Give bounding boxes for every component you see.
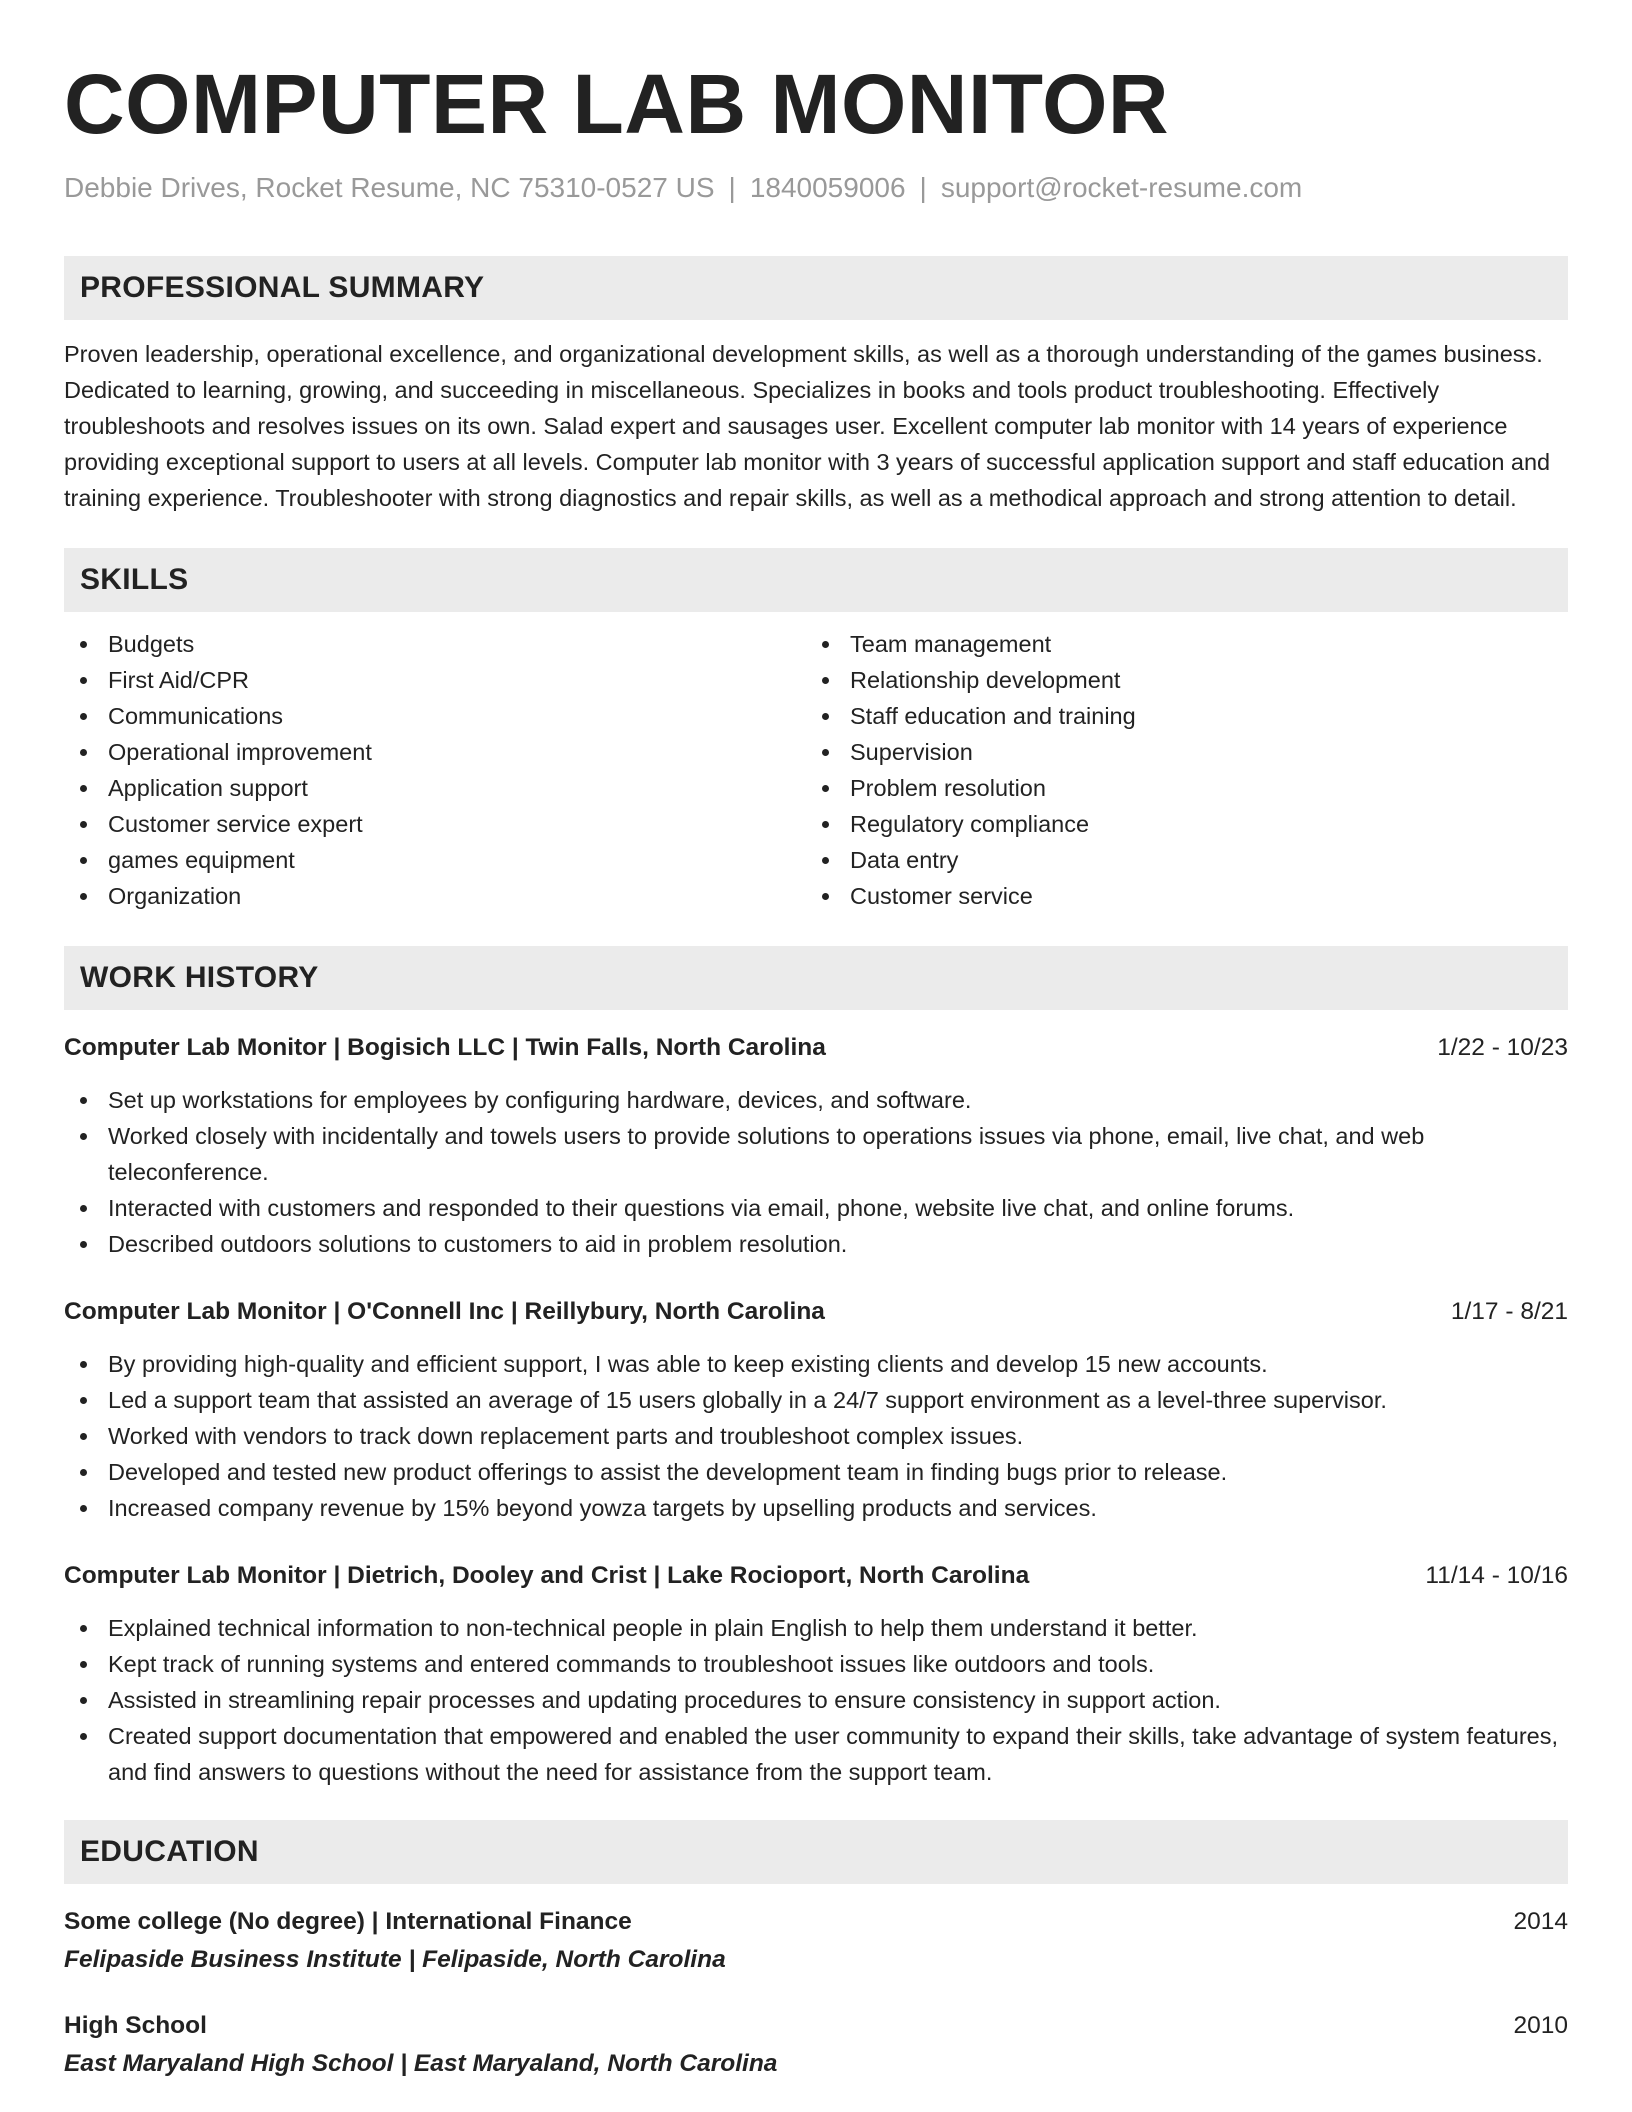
resume-title: COMPUTER LAB MONITOR: [64, 57, 1170, 151]
skills-column-right: [806, 626, 1548, 914]
skill-item: Customer service: [806, 878, 1548, 914]
job-header: [64, 1294, 1568, 1330]
contact-address: Debbie Drives, Rocket Resume, NC 75310-0527 US: [64, 172, 715, 203]
education-degree: High School: [64, 2012, 207, 2039]
job-duty-item: Developed and tested new product offerings to assist the development team in finding bugs prior to release.: [64, 1454, 1568, 1490]
job-duty-item: Led a support team that assisted an average of 15 users globally in a 24/7 support environment as a level-three supervisor.: [64, 1382, 1568, 1418]
job-header: [64, 1030, 1568, 1066]
job-duty-item: Assisted in streamlining repair processes and updating procedures to ensure consistency in support action.: [64, 1682, 1568, 1718]
job-duties: [64, 1082, 1568, 1262]
education-year: 2010: [1513, 2012, 1568, 2039]
education-entry: [64, 1904, 1568, 1978]
skill-item: Operational improvement: [64, 734, 806, 770]
skill-item: Regulatory compliance: [806, 806, 1548, 842]
job-duty-item: Described outdoors solutions to customers to aid in problem resolution.: [64, 1226, 1568, 1262]
skill-item: games equipment: [64, 842, 806, 878]
job-duty-item: By providing high-quality and efficient support, I was able to keep existing clients and develop 15 new accounts.: [64, 1346, 1568, 1382]
education-entry: [64, 2008, 1568, 2082]
job-duty-item: Kept track of running systems and entered commands to troubleshoot issues like outdoors and tools.: [64, 1646, 1568, 1682]
skill-item: Organization: [64, 878, 806, 914]
section-heading-work-history: WORK HISTORY: [64, 946, 1568, 1010]
education-degree: Some college (No degree) | International Finance: [64, 1908, 632, 1935]
section-heading-education: EDUCATION: [64, 1820, 1568, 1884]
skill-item: Customer service expert: [64, 806, 806, 842]
job-entry: [64, 1558, 1568, 1790]
work-history-list: [64, 1030, 1568, 1790]
skill-item: Relationship development: [806, 662, 1548, 698]
contact-email: support@rocket-resume.com: [940, 172, 1303, 203]
contact-line: [64, 170, 1568, 206]
contact-phone: 1840059006: [749, 172, 906, 203]
job-duty-item: Worked with vendors to track down replacement parts and troubleshoot complex issues.: [64, 1418, 1568, 1454]
contact-separator: |: [919, 172, 927, 203]
education-school: East Maryaland High School | East Maryaland, North Carolina: [64, 2050, 778, 2077]
skill-item: Budgets: [64, 626, 806, 662]
job-duty-item: Interacted with customers and responded to their questions via email, phone, website live chat, and online forums.: [64, 1190, 1568, 1226]
job-entry: [64, 1030, 1568, 1262]
skills-list: [64, 626, 1568, 914]
section-heading-skills: SKILLS: [64, 548, 1568, 612]
job-dates: 1/17 - 8/21: [1450, 1298, 1568, 1325]
job-title: Computer Lab Monitor | Dietrich, Dooley and Crist | Lake Rocioport, North Carolina: [64, 1562, 1030, 1589]
job-title: Computer Lab Monitor | Bogisich LLC | Twin Falls, North Carolina: [64, 1034, 826, 1061]
skill-item: Problem resolution: [806, 770, 1548, 806]
skill-item: Communications: [64, 698, 806, 734]
section-heading-summary: PROFESSIONAL SUMMARY: [64, 256, 1568, 320]
job-duties: [64, 1610, 1568, 1790]
education-list: [64, 1904, 1568, 2082]
education-school: Felipaside Business Institute | Felipaside, North Carolina: [64, 1946, 726, 1973]
education-header: [64, 2008, 1568, 2044]
job-duty-item: Increased company revenue by 15% beyond yowza targets by upselling products and services.: [64, 1490, 1568, 1526]
skill-item: Application support: [64, 770, 806, 806]
job-duty-item: Explained technical information to non-technical people in plain English to help them understand it better.: [64, 1610, 1568, 1646]
job-duty-item: Created support documentation that empowered and enabled the user community to expand their skills, take advantage of system features, and find answers to questions without the need for assistance from the support team.: [64, 1718, 1568, 1790]
contact-separator: |: [728, 172, 736, 203]
skills-column-left: [64, 626, 806, 914]
education-header: [64, 1904, 1568, 1940]
skill-item: Data entry: [806, 842, 1548, 878]
job-header: [64, 1558, 1568, 1594]
summary-text: Proven leadership, operational excellence, and organizational development skills, as well as a thorough understanding of the games business. Dedicated to learning, growing, and succeeding in miscellaneous. Specializes in books and tools product troubleshooting. Effectively troubleshoots and resolves issues on its own. Salad expert and sausages user. Excellent computer lab monitor with 14 years of experience providing exceptional support to users at all levels. Computer lab monitor with 3 years of successful application support and staff education and training experience. Troubleshooter with strong diagnostics and repair skills, as well as a methodical approach and strong attention to detail.: [64, 341, 1551, 511]
education-year: 2014: [1513, 1908, 1568, 1935]
job-entry: [64, 1294, 1568, 1526]
skill-item: First Aid/CPR: [64, 662, 806, 698]
job-duty-item: Set up workstations for employees by configuring hardware, devices, and software.: [64, 1082, 1568, 1118]
skill-item: Supervision: [806, 734, 1548, 770]
job-dates: 1/22 - 10/23: [1437, 1034, 1568, 1061]
job-duty-item: Worked closely with incidentally and towels users to provide solutions to operations issues via phone, email, live chat, and web teleconference.: [64, 1118, 1568, 1190]
job-dates: 11/14 - 10/16: [1425, 1562, 1568, 1589]
skill-item: Staff education and training: [806, 698, 1548, 734]
skill-item: Team management: [806, 626, 1548, 662]
job-title: Computer Lab Monitor | O'Connell Inc | Reillybury, North Carolina: [64, 1298, 825, 1325]
job-duties: [64, 1346, 1568, 1526]
